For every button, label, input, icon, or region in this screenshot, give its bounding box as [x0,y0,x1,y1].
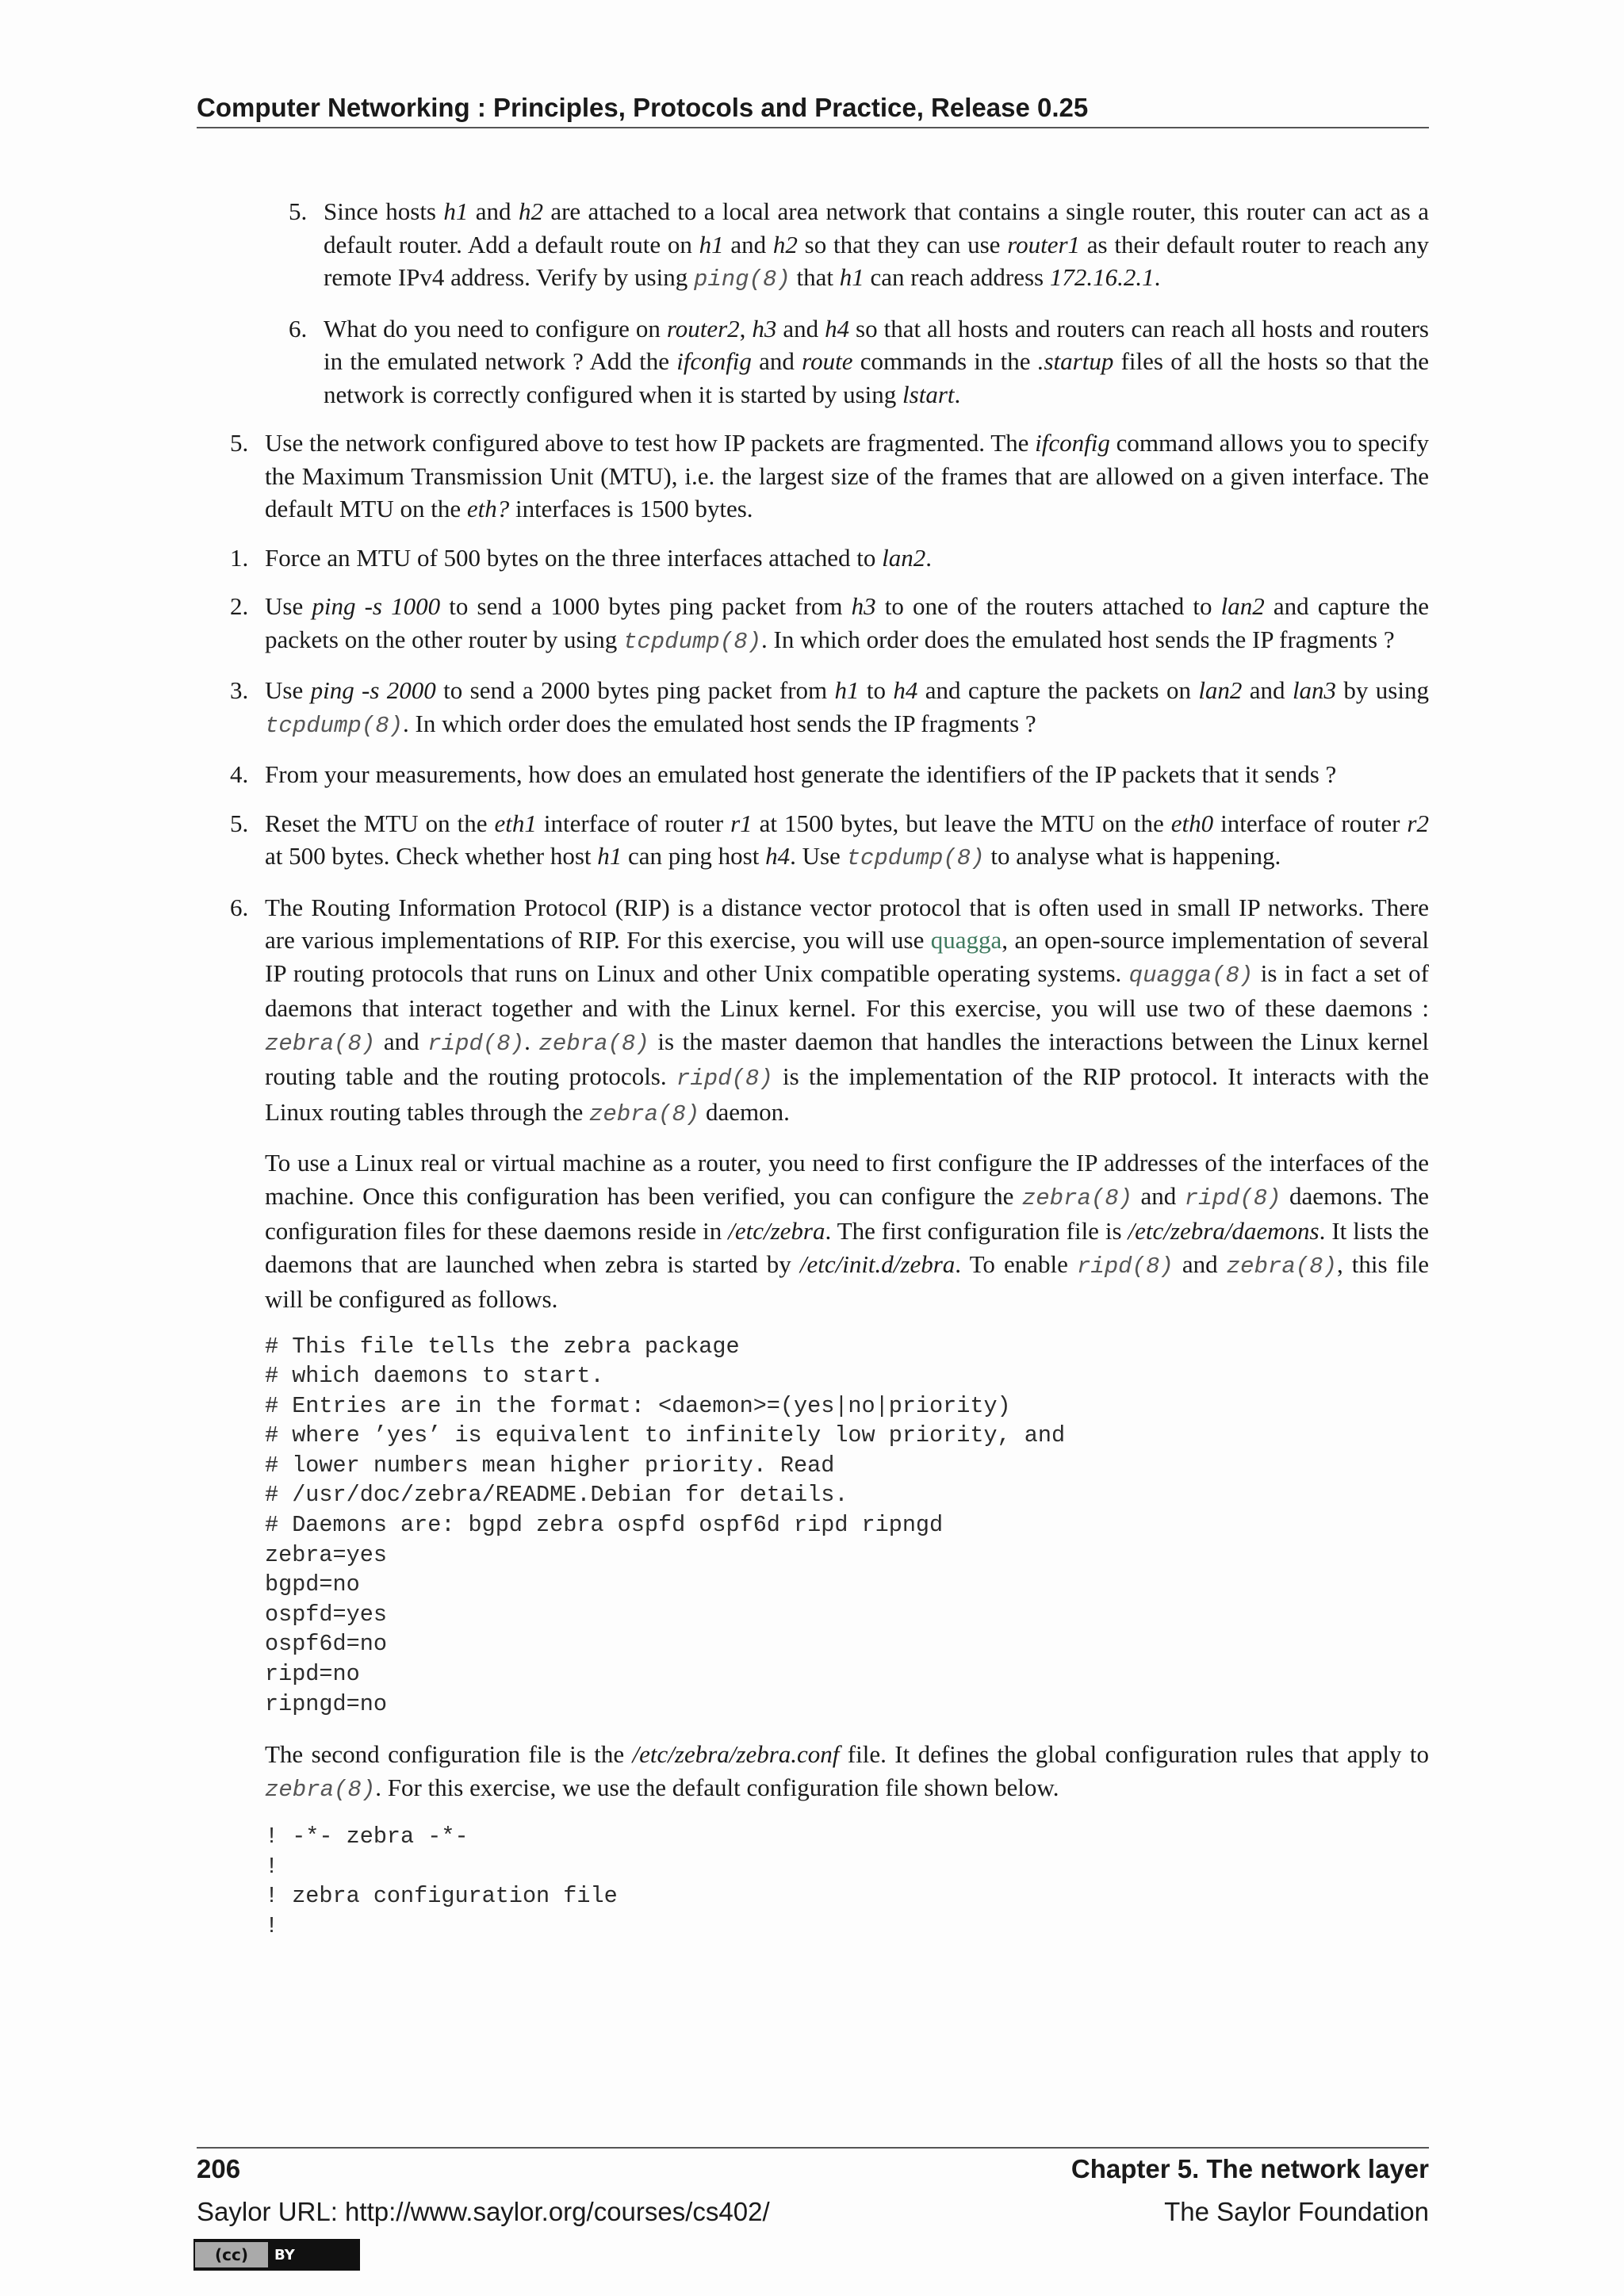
manpage-ref: ripd(8) [1184,1184,1281,1211]
quagga-link[interactable]: quagga [930,926,1002,954]
list-number: 1. [230,543,249,572]
list-item: 2. Use ping -s 1000 to send a 1000 bytes ping packet from h3 to one of the routers attached to lan2 and capture the packets on the other router by using tcpdump(8). In which order does the emulated host sends the IP fragments ? [265,590,1429,658]
list-number: 6. [289,314,308,342]
list-number: 5. [230,809,249,837]
manpage-ref: ripd(8) [427,1030,525,1057]
list-item: 3. Use ping -s 2000 to send a 2000 bytes ping packet from h1 to h4 and capture the packets on lan2 and lan3 by using tcpdump(8). In which order does the emulated host sends the IP fragments ? [265,674,1429,742]
page-number: 206 [197,2154,241,2183]
list-item: 6. What do you need to configure on router2, h3 and h4 so that all hosts and routers can reach all hosts and routers in the emulated network ? Add the ifconfig and route commands in the .startup files of all the hosts so that the network is correctly configured when it is started by using lstart. [324,312,1429,411]
code-block-zebra-conf: ! -*- zebra -*- ! ! zebra configuration file ! [265,1823,618,1939]
manpage-ref: zebra(8) [588,1100,700,1127]
manpage-ref: zebra(8) [265,1030,376,1057]
manpage-ref: zebra(8) [538,1030,649,1057]
list-number: 6. [230,893,249,921]
list-item: 5. Reset the MTU on the eth1 interface of router r1 at 1500 bytes, but leave the MTU on the eth0 interface of router r2 at 500 bytes. Check whether host h1 can ping host h4. Use tcpdump(8) to analyse what is happening. [265,807,1429,875]
manpage-ref: ping(8) [693,266,791,293]
paragraph-zebra-conf: The second configuration file is the /etc/zebra/zebra.conf file. It defines the global configuration rules that apply to zebra(8). For this exercise, we use the default configuration file shown below. [265,1740,1429,1803]
manpage-ref: zebra(8) [1021,1184,1133,1211]
manpage-ref: ripd(8) [676,1066,773,1092]
list-number: 4. [230,760,249,788]
manpage-ref: tcpdump(8) [622,628,761,655]
list-item: 5. Use the network configured above to test how IP packets are fragmented. The ifconfig command allows you to specify the Maximum Transmission Unit (MTU), i.e. the largest size of the frames that are allowed on a given interface. The default MTU on the eth? interfaces is 1500 bytes. [265,427,1429,526]
by-label: BY [274,2246,295,2263]
manpage-ref: tcpdump(8) [265,712,404,739]
running-header [197,92,1429,128]
saylor-url[interactable]: Saylor URL: http://www.saylor.org/courses/cs402/ [197,2197,770,2226]
chapter-title: Chapter 5. The network layer [1071,2154,1429,2183]
manpage-ref: zebra(8) [265,1776,376,1803]
cc-logo: (cc) [195,2242,268,2267]
manpage-ref: quagga(8) [1128,962,1254,989]
list-item: 5. Since hosts h1 and h2 are attached to a local area network that contains a single router, this router can act as a default router. Add a default route on h1 and h2 so that they can use router1 as their default router to reach any remote IPv4 address. Verify by using ping(8) that h1 can reach address 172.16.2.1. [324,195,1429,297]
manpage-ref: zebra(8) [1226,1253,1337,1280]
list-number: 5. [230,429,249,457]
footer-divider [197,2147,1429,2149]
list-number: 5. [289,197,308,225]
list-item: 1. Force an MTU of 500 bytes on the three interfaces attached to lan2. [265,541,1429,575]
page-body [197,195,1429,1961]
list-number: 3. [230,676,249,704]
manpage-ref: tcpdump(8) [846,845,985,871]
cc-license-icon[interactable] [193,2239,360,2271]
header-title: Computer Networking : Principles, Protocols and Practice, Release 0.25 [197,93,1089,122]
code-block-daemons: # This file tells the zebra package # which daemons to start. # Entries are in the format: <daemon>=(yes|no|priority) # where ’yes’ is equivalent to infinitely low priority, and # lower numbers mean higher priority. Read # /usr/doc/zebra/README.Debian for details. # Daemons are: bgpd zebra ospfd ospf6d ripd ripngd zebra=yes bgpd=no ospfd=yes ospf6d=no ripd=no ripngd=no [265,1333,1066,1717]
list-item: 6. The Routing Information Protocol (RIP) is a distance vector protocol that is often used in small IP networks. There are various implementations of RIP. For this exercise, you will use quagga, an open-source implementation of several IP routing protocols that runs on Linux and other Unix compatible operating systems. quagga(8) is in fact a set of daemons that interact together and with the Linux kernel. For this exercise, you will use two of these daemons : zebra(8) and ripd(8). zebra(8) is the master daemon that handles the interactions between the Linux kernel routing table and the routing protocols. ripd(8) is the implementation of the RIP protocol. It interacts with the Linux routing tables through the zebra(8) daemon. [265,891,1429,1131]
paragraph-router-setup: To use a Linux real or virtual machine as a router, you need to first configure the IP addresses of the interfaces of the machine. Once this configuration has been verified, you can configure the zebra(8) and ripd(8) daemons. The configuration files for these daemons reside in /etc/zebra. The first configuration file is /etc/zebra/daemons. It lists the daemons that are launched when zebra is started by /etc/init.d/zebra. To enable ripd(8) and zebra(8), this file will be configured as follows. [265,1149,1429,1313]
list-number: 2. [230,592,249,620]
list-item: 4. From your measurements, how does an emulated host generate the identifiers of the IP packets that it sends ? [265,758,1429,791]
foundation-name: The Saylor Foundation [1164,2197,1429,2226]
manpage-ref: ripd(8) [1076,1253,1174,1280]
